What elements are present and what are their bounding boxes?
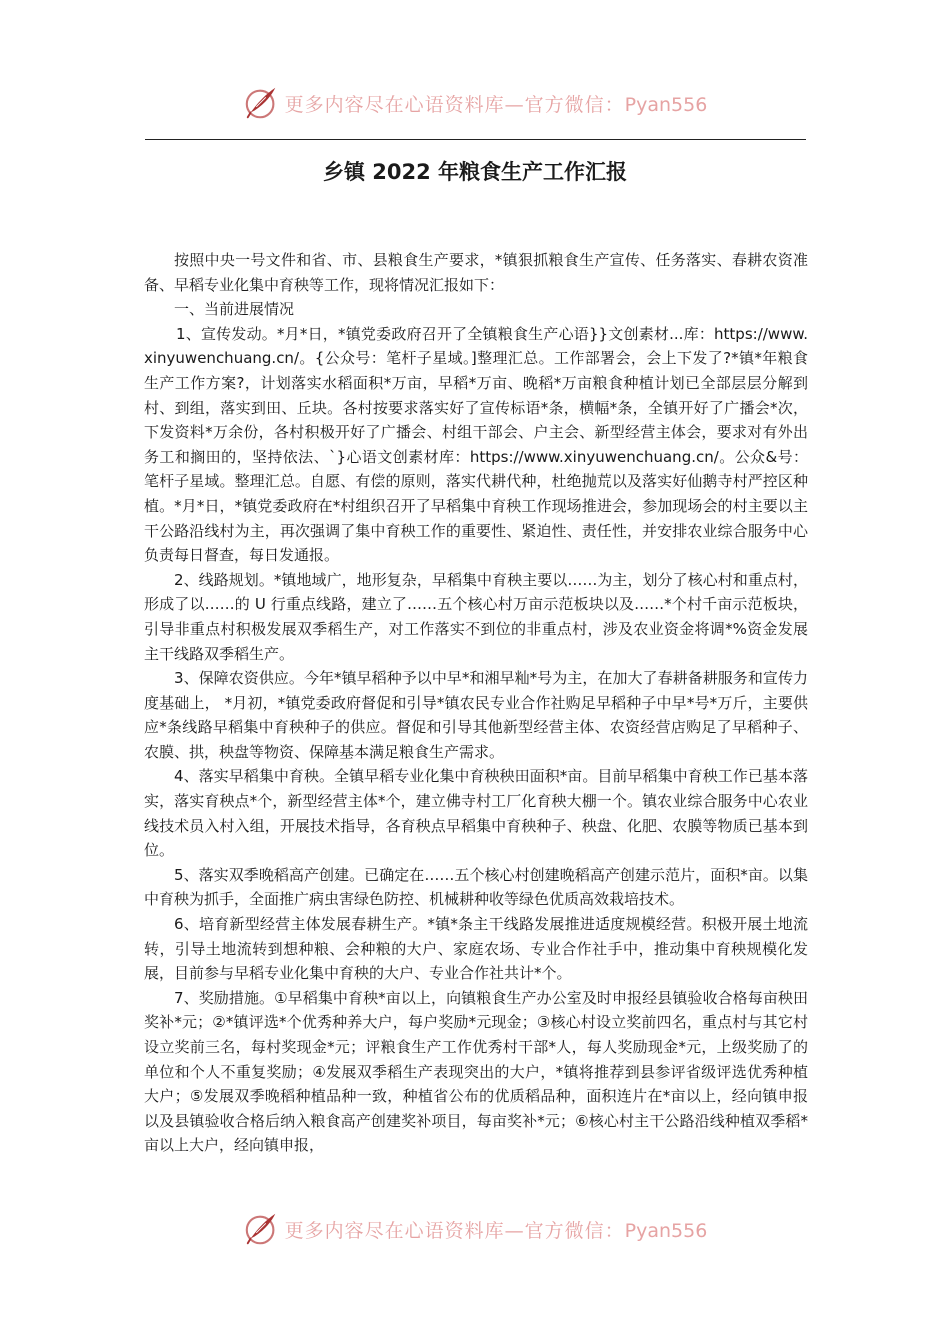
quill-pen-logo-icon: [243, 1210, 281, 1248]
banner-text: [285, 90, 708, 117]
intro-paragraph: 按照中央一号文件和省、市、县粮食生产要求，*镇狠抓粮食生产宣传、任务落实、春耕农资准备、早稻专业化集中育秧等工作，现将情况汇报如下：: [144, 251, 808, 294]
document-body: [144, 248, 808, 1158]
section-heading: 一、当前进展情况: [174, 300, 295, 319]
banner-text: [285, 1216, 708, 1243]
paragraph-route-planning: 2、线路规划。*镇地域广，地形复杂，早稻集中育秧主要以……为主，划分了核心村和重点村，形成了以……的 U 行重点线路，建立了……五个核心村万亩示范板块以及……*个村千亩示范板块，引导非重点村积极发展双季稻生产，对工作落实不到位的非重点村，涉及农业资金将调*%资金发展主干线路双季稻生产。: [144, 570, 808, 663]
paragraph-new-entities: 6、培育新型经营主体发展春耕生产。*镇*条主干线路发展推进适度规模经营。积极开展土地流转，引导土地流转到想种粮、会种粮的大户、家庭农场、专业合作社手中，推动集中育秧规模化发展，目前参与早稻专业化集中育秧的大户、专业合作社共计*个。: [144, 915, 808, 983]
banner-slogan: 更多内容尽在心语资料库—官方微信：: [284, 1219, 625, 1242]
document-title: 乡镇 2022 年粮食生产工作汇报: [322, 160, 628, 184]
paragraph-late-rice: 5、落实双季晚稻高产创建。已确定在……五个核心村创建晚稻高产创建示范片，面积*亩。以集中育秧为抓手，全面推广病虫害绿色防控、机械耕种收等绿色优质高效栽培技术。: [144, 865, 808, 909]
banner-wechat-id: Pyan556: [624, 1219, 708, 1242]
header-watermark-banner: [0, 78, 950, 128]
quill-pen-logo-icon: [243, 84, 281, 122]
footer-watermark-banner: [0, 1204, 950, 1254]
banner-slogan: 更多内容尽在心语资料库—官方微信：: [284, 93, 625, 116]
header-divider: [145, 139, 806, 140]
paragraph-publicity: 1、宣传发动。*月*日，*镇党委政府召开了全镇粮食生产心语}}文创素材...库：https://www.xinyuwenchuang.cn/。{公众号：笔杆子星域。]整理汇总。工作部署会，会上下发了?*镇*年粮食生产工作方案?，计划落实水稻面积*万亩，早稻*万亩、晚稻*万亩粮食种植计划已全部层层分解到村、到组，落实到田、丘块。各村按要求落实好了宣传标语*条，横幅*条，全镇开好了广播会*次，下发资料*万余份，各村积极开好了广播会、村组干部会、户主会、新型经营主体会，要求对有外出务工和搁田的，坚持依法、`}心语文创素材库：https://www.xinyuwenchuang.cn/。公众&号：笔杆子星域。整理汇总。自愿、有偿的原则，落实代耕代种，杜绝抛荒以及落实好仙鹅寺村严控区种植。*月*日，*镇党委政府在*村组织召开了早稻集中育秧工作现场推进会，参加现场会的村主要以主干公路沿线村为主，再次强调了集中育秧工作的重要性、紧迫性、责任性，并安排农业综合服务中心负责每日督查，每日发通报。: [144, 324, 808, 565]
paragraph-rewards: 7、奖励措施。①早稻集中育秧*亩以上，向镇粮食生产办公室及时申报经县镇验收合格每亩秧田奖补*元；②*镇评选*个优秀种养大户，每户奖励*元现金；③核心村设立奖前四名，重点村与其它村设立奖前三名，每村奖现金*元；评粮食生产工作优秀村干部*人，每人奖励现金*元，上级奖励了的单位和个人不重复奖励；④发展双季稻生产表现突出的大户，*镇将推荐到县参评省级评选优秀种植大户；⑤发展双季晚稻种植品种一致，种植省公布的优质稻品种，面积连片在*亩以上，经向镇申报以及县镇验收合格后纳入粮食高产创建奖补项目，每亩奖补*元；⑥核心村主干公路沿线种植双季稻*亩以上大户，经向镇申报，: [144, 988, 808, 1155]
banner-wechat-id: Pyan556: [624, 93, 708, 116]
paragraph-seedling: 4、落实早稻集中育秧。全镇早稻专业化集中育秧秧田面积*亩。目前早稻集中育秧工作已基本落实，落实育秧点*个，新型经营主体*个，建立佛寺村工厂化育秧大棚一个。镇农业综合服务中心农业线技术员入村入组，开展技术指导，各育秧点早稻集中育秧种子、秧盘、化肥、农膜等物质已基本到位。: [144, 767, 808, 860]
paragraph-supply: 3、保障农资供应。今年*镇早稻种予以中早*和湘早籼*号为主，在加大了春耕备耕服务和宣传力度基础上， *月初，*镇党委政府督促和引导*镇农民专业合作社购足早稻种子中早*号*万斤，主要供应*条线路早稻集中育秧种子的供应。督促和引导其他新型经营主体、农资经营店购足了早稻种子、农膜、拱，秧盘等物资、保障基本满足粮食生产需求。: [144, 669, 808, 761]
